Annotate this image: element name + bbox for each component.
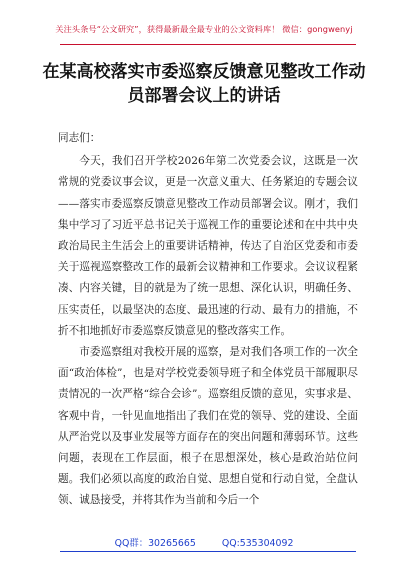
salutation: 同志们： bbox=[58, 132, 101, 144]
paragraph-1: 今天，我们召开学校2026年第二次党委会议，这既是一次常规的党委议事会议，更是一次意义重大、任务紧迫的专题会议——落实市委巡察反馈意见整改工作动员部署会议。刚才，我们集中学习了习近平总书记关于巡视工作的重要论述和在中共中央政治局民主生活会上的重要讲话精神，传达了自治区党委和市委关于巡视巡察整改工作的最新会议精神和工作要求。会议议程紧凑、内容关键，目的就是为了统一思想、深化认识，明确任务、压实责任，以最坚决的态度、最迅速的行动、最有力的措施，不折不扣地抓好市委巡察反馈意见的整改落实工作。 bbox=[58, 155, 358, 337]
footer-divider bbox=[60, 551, 356, 552]
footer-qq-group: QQ群：30265665 bbox=[114, 538, 196, 549]
footer-contact bbox=[0, 535, 408, 549]
document-body bbox=[58, 128, 358, 512]
paragraph-2: 市委巡察组对我校开展的巡察，是对我们各项工作的一次全面“政治体检”，也是对学校党委领导班子和全体党员干部履职尽责情况的一次严格“综合会诊”。巡察组反馈的意见，实事求是、客观中肯，一针见血地指出了我们在党的领导、党的建设、全面从严治党以及事业发展等方面存在的突出问题和薄弱环节。这些问题，表现在工作层面，根子在思想深处，核心是政治站位问题。我们必须以高度的政治自觉、思想自觉和行动自觉，全盘认领、诚恳接受，并将其作为当前和今后一个 bbox=[58, 346, 358, 507]
header-banner: 关注头条号“公文研究”，获得最新最全最专业的公文资料库！ 微信：gongwenyj bbox=[55, 24, 353, 34]
document-title: 在某高校落实市委巡察反馈意见整改工作动员部署会议上的讲话 bbox=[42, 62, 366, 106]
header-divider bbox=[60, 44, 356, 45]
footer-qq: QQ:535304092 bbox=[221, 538, 294, 549]
